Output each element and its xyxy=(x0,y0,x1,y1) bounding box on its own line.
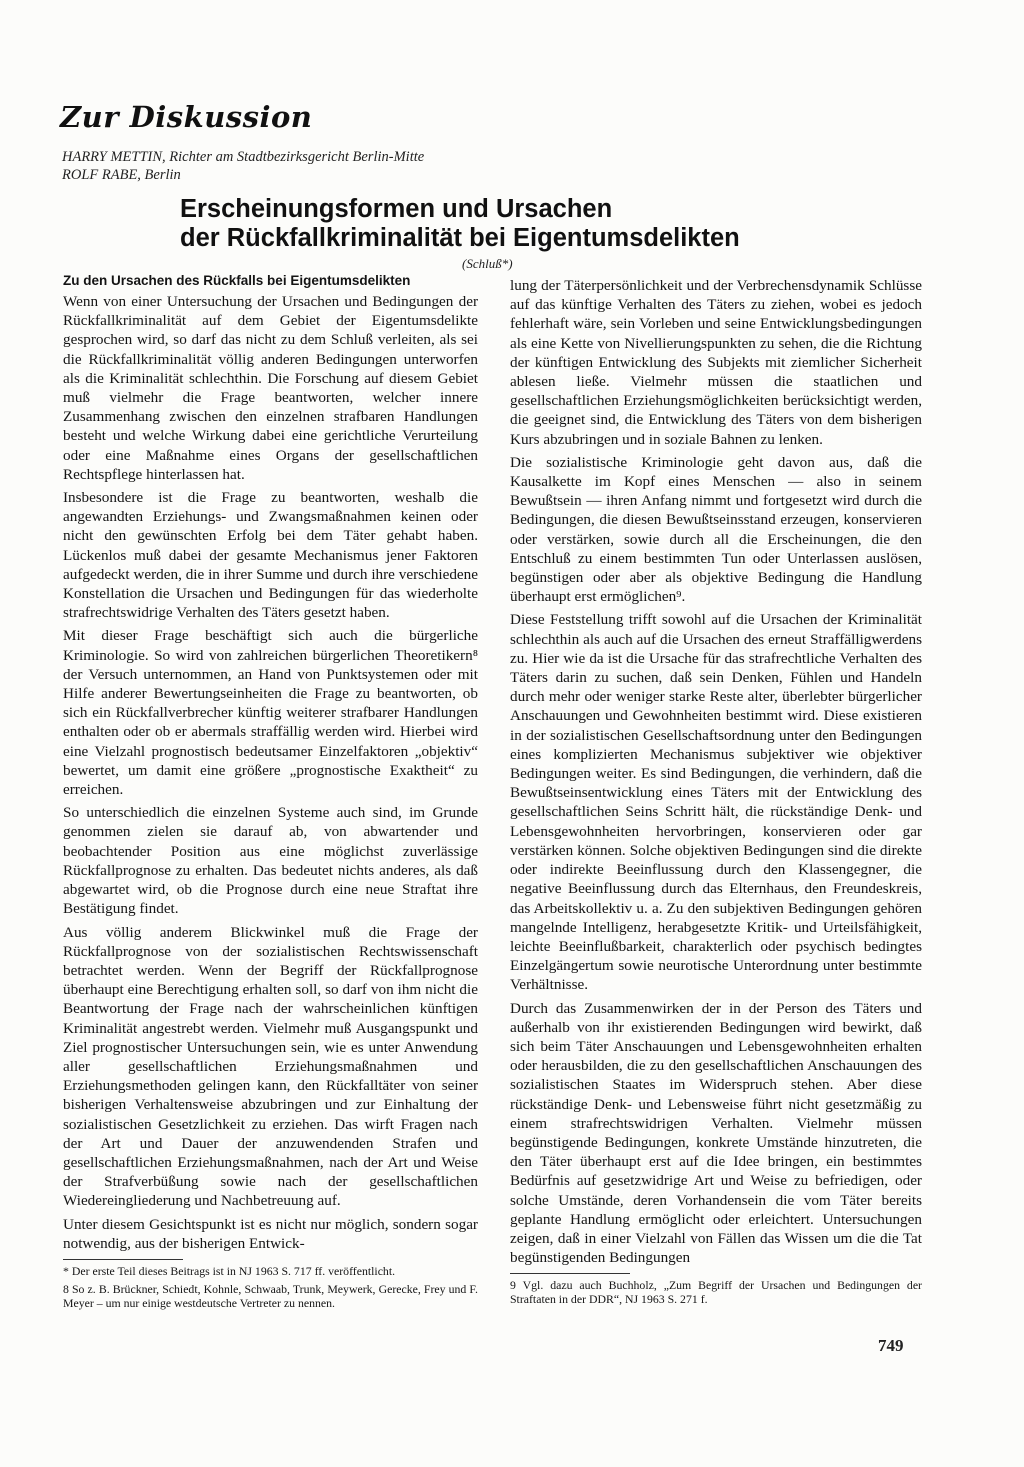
author-block xyxy=(62,148,424,184)
title-line-1: Erscheinungsformen und Ursachen xyxy=(180,195,613,223)
paragraph: Die sozialistische Kriminologie geht davon aus, daß die Kausalkette im Kopf eines Menschen — also in seinem Bewußtsein — ihren Anfang nimmt und fortgesetzt wird durch die Bedingungen, die diesen Bewußtseinsstand erzeugen, konservieren oder verstärken, sowie durch all die Erscheinungen, die den Entschluß zu einem bestimmten Tun oder Unterlassen auslösen, begünstigen oder aber als objektive Bedingung die Handlung überhaupt erst ermöglichen⁹. xyxy=(510,453,922,606)
author-line-2: ROLF RABE, Berlin xyxy=(62,167,181,183)
right-column xyxy=(510,276,922,1310)
paragraph: lung der Täterpersönlichkeit und der Verbrechensdynamik Schlüsse auf das künftige Verhalten des Täters zu ziehen, wobei es jedoch fehlerhaft wäre, sein Vorleben und seine Entwicklungsbedingungen als eine Kette von Nivellierungspunkten zu sehen, die die Richtung der künftigen Entwicklung des Subjekts mit ziemlicher Sicherheit ablesen ließe. Vielmehr müssen die staatlichen und gesellschaftlichen Erziehungsmöglichkeiten berücksichtigt werden, die geeignet sind, die Entwicklung des Täters von dem bisherigen Kurs abzubringen und in soziale Bahnen zu lenken. xyxy=(510,277,922,448)
paragraph: Unter diesem Gesichtspunkt ist es nicht nur möglich, sondern sogar notwendig, aus der bisherigen Entwick- xyxy=(63,1215,478,1252)
footnote: 9 Vgl. dazu auch Buchholz, „Zum Begriff der Ursachen und Bedingungen der Straftaten in der DDR“, NJ 1963 S. 271 f. xyxy=(510,1278,922,1307)
paragraph: Mit dieser Frage beschäftigt sich auch die bürgerliche Kriminologie. So wird von zahlreichen bürgerlichen Theoretikern⁸ der Versuch unternommen, an Hand von Punktsystemen oder mit Hilfe anderer Bewertungseinheiten die Frage zu beantworten, ob sich ein Rückfallverbrecher künftig weiterer strafbarer Handlungen enthalten oder ob er abermals straffällig werden wird. Hierbei wird eine Vielzahl prognostisch bedeutsamer Einzelfaktoren „objektiv“ bewertet, um damit eine größere „prognostische Exaktheit“ zu erreichen. xyxy=(63,627,478,799)
paragraph: So unterschiedlich die einzelnen Systeme auch sind, im Grunde genommen zielen sie darauf ab, von abwartender und beobachtender Position aus eine möglichst zuverlässige Rückfallprognose zu erhalten. Das bedeutet nichts anderes, als daß abgewartet wird, ob die Prognose durch eine neue Straftat ihre Bestätigung findet. xyxy=(63,804,478,918)
footnote-divider xyxy=(63,1259,183,1260)
rubric-heading: Zur Diskussion xyxy=(60,100,313,134)
paragraph: Diese Feststellung trifft sowohl auf die Ursachen der Kriminalität schlechthin als auch auf die Ursachen des erneut Straffälligwerdens zu. Hier wie da ist die Ursache für das strafrechtliche Verhalten des Täters darin zu suchen, daß sein Denken, Fühlen und Handeln durch mehr oder weniger starke Reste alter, überlebter bürgerlicher Anschauungen und Gewohnheiten bestimmt wird. Diese existieren in der sozialistischen Gesellschaftsordnung unter den Bedingungen eines komplizierten Mechanismus subjektiver wie objektiver Bedingungen weiter. Es sind Bedingungen, die verhindern, daß die Bewußtseinsentwicklung eines Täters mit der Entwicklung des gesellschaftlichen Seins Schritt hält, die rückständige Denk- und Lebensgewohnheiten hervorbringen, konservieren oder gar verstärken können. Solche objektiven Bedingungen sind die direkte oder indirekte Beeinflussung durch den Klassengegner, die negative Beeinflussung durch das Elternhaus, den Freundeskreis, das Arbeitskollektiv u. a. Zu den subjektiven Bedingungen gehören mangelnde Intelligenz, herabgesetzte Kritik- und Urteilsfähigkeit, leichte Beeinflußbarkeit, charakterlich oder psychisch bedingtes Einzelgängertum sowie neurotische Unterordnung unter bestimmte Verhältnisse. xyxy=(510,611,922,994)
footnote: * Der erste Teil dieses Beitrags ist in NJ 1963 S. 717 ff. veröffentlicht. xyxy=(63,1263,396,1278)
page-number: 749 xyxy=(878,1336,904,1355)
paragraph: Durch das Zusammenwirken der in der Person des Täters und außerhalb von ihr existierenden Bedingungen wird bewirkt, daß sich beim Täter Anschauungen und Lebensgewohnheiten erhalten oder herausbilden, die zu den gesellschaftlichen Anschauungen des sozialistischen Staates im Widerspruch stehen. Aber diese rückständige Denk- und Lebensweise führt nicht gesetzmäßig zu einem strafrechtswidrigen Verhalten. Vielmehr müssen begünstigende Bedingungen, konkrete Umstände hinzutreten, die den Täter überhaupt erst auf die Idee bringen, ein bestimmtes Bedürfnis auf gesetzwidrige Art und Weise zu befriedigen, oder solche Umstände, deren Vorhandensein die vom Täter bereits geplante Handlung ermöglicht oder erleichtert. Untersuchungen zeigen, daß in einer Vielzahl von Fällen das Wissen um die die Tat begünstigenden Bedingungen xyxy=(510,999,922,1267)
paragraph: Insbesondere ist die Frage zu beantworten, weshalb die angewandten Erziehungs- und Zwangsmaßnahmen keinen oder nicht den gewünschten Erfolg bei dem Täter gehabt haben. Lückenlos muß dabei der gesamte Mechanismus jener Faktoren aufgedeckt werden, die in ihrer Summe und durch ihre verschiedene Konstellation die Ursachen und Bedingungen für das wiederholte strafrechtswidrige Verhalten des Täters gesetzt haben. xyxy=(63,489,478,622)
title-line-2: der Rückfallkriminalität bei Eigentumsdelikten xyxy=(180,224,740,252)
footnote: 8 So z. B. Brückner, Schiedt, Kohnle, Schwaab, Trunk, Meywerk, Gerecke, Frey und F. Meyer – um nur einige westdeutsche Vertreter zu nennen. xyxy=(63,1281,478,1310)
left-column xyxy=(63,272,478,1314)
author-line-1: HARRY METTIN, Richter am Stadtbezirksgericht Berlin-Mitte xyxy=(62,149,425,165)
paragraph: Wenn von einer Untersuchung der Ursachen und Bedingungen der Rückfallkriminalität auf dem Gebiet der Eigentumsdelikte gesprochen wird, so darf das nicht zu dem Schluß verleiten, als sei die Rückfallkriminalität völlig anderen Bedingungen unterworfen als die Kriminalität schlechthin. Die Forschung auf diesem Gebiet muß vielmehr die Frage beantworten, welcher innere Zusammenhang zwischen den einzelnen strafbaren Handlungen besteht und welche Wirkung dabei eine gerichtliche Verurteilung oder eine Maßnahme eines Organs der gesellschaftlichen Rechtspflege hinterlassen hat. xyxy=(63,293,478,483)
continuation-note: (Schluß*) xyxy=(462,256,513,271)
footnote-divider xyxy=(510,1273,630,1274)
paragraph: Aus völlig anderem Blickwinkel muß die Frage der Rückfallprognose von der sozialistischen Rechtswissenschaft betrachtet werden. Wenn der Begriff der Rückfallprognose überhaupt eine Berechtigung erhalten soll, so darf von ihm nicht die Beantwortung der Frage nach der wahrscheinlichen künftigen Kriminalität angestrebt werden. Vielmehr muß Ausgangspunkt und Ziel prognostischer Untersuchungen sein, wie es unter Anwendung aller gesellschaftlichen Erziehungsmaßnahmen und Erziehungsmethoden gelingen kann, den Rückfalltäter von seiner bisherigen Verhaltensweise abzubringen und zur Einhaltung der sozialistischen Gesetzlichkeit zu erziehen. Das wirft Fragen nach der Art und Dauer der anzuwendenden Strafen und gesellschaftlichen Erziehungsmaßnahmen, nach der Art und Weise der Strafverbüßung sowie nach der gesellschaftlichen Wiedereingliederung und Nachbetreuung auf. xyxy=(63,923,478,1210)
section-subheading: Zu den Ursachen des Rückfalls bei Eigentumsdelikten xyxy=(63,273,411,288)
article-title xyxy=(180,195,880,253)
